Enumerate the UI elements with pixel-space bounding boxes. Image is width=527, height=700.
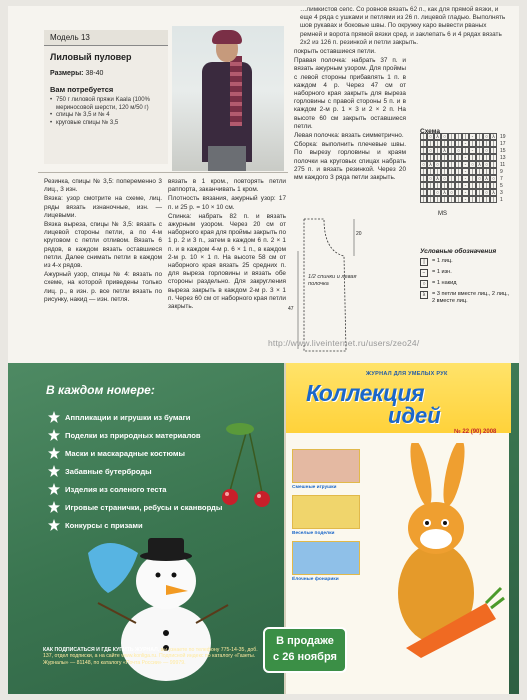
drawing-dim: 47: [288, 306, 294, 312]
chart-cell: ○: [449, 190, 454, 196]
chart-cell: ○: [491, 176, 496, 182]
model-photo: [172, 26, 284, 171]
chart-cell: -: [462, 161, 469, 168]
chart-cell: |: [434, 168, 441, 175]
chart-cell: |: [420, 182, 427, 189]
chart-cell: |: [441, 140, 448, 147]
star-icon: [48, 501, 60, 513]
paragraph: Резинка, спицы № 3,5: попеременно 3 лиц., 3 изн.: [44, 178, 162, 194]
magazine-issue: № 22 (90) 2008: [454, 429, 497, 435]
star-icon: [48, 411, 60, 423]
materials-list: [50, 97, 162, 127]
chart-cell: |: [469, 175, 476, 182]
chart-cell: |: [427, 140, 434, 147]
chart-cell: |: [476, 133, 483, 140]
chart-cell: λ: [490, 133, 497, 140]
chart-cell: |: [420, 196, 427, 203]
chart-cell: |: [420, 175, 427, 182]
chart-cell: |: [455, 154, 462, 161]
chart-cell: |: [462, 147, 469, 154]
ad-feature: Забавные бутерброды: [48, 462, 248, 480]
advertisement: [8, 363, 519, 694]
sizes-value: 38-40: [85, 70, 104, 77]
chart-cell: |: [448, 168, 455, 175]
row-number: 17: [500, 141, 506, 147]
chart-cell: |: [434, 196, 441, 203]
chart-cell: -: [462, 140, 469, 147]
model-info-box: [44, 46, 168, 164]
chart-cell: |: [434, 154, 441, 161]
chart-cell: |: [434, 140, 441, 147]
row-number: 7: [500, 176, 503, 182]
text-column-2: [168, 178, 286, 312]
ad-feature: Изделия из соленого теста: [48, 480, 248, 498]
materials-item: • спицы № 3,5 и № 4: [50, 112, 162, 120]
star-icon: [48, 483, 60, 495]
chart-cell: |: [476, 140, 483, 147]
row-number: 9: [500, 169, 503, 175]
chart-cell: ○: [484, 148, 489, 154]
chart-cell: ○: [456, 148, 461, 154]
watermark[interactable]: http://www.liveinternet.ru/users/zeo24/: [268, 338, 420, 348]
row-number: 3: [500, 190, 503, 196]
star-icon: [48, 465, 60, 477]
chart-cell: |: [448, 196, 455, 203]
paragraph: Вязка: узор смотрите на схеме, лиц. ряды вязать изнаночные, изн. — лицевыми.: [44, 195, 162, 219]
row-number: 1: [500, 197, 503, 203]
legend-symbol: −: [420, 269, 428, 277]
rabbit-illustration: [366, 443, 506, 673]
chart-cell: |: [476, 196, 483, 203]
row-number: 19: [500, 134, 506, 140]
thumb-label: Ёлочные фонарики: [292, 577, 339, 582]
chart-cell: λ: [427, 161, 434, 168]
chart-cell: λ: [434, 175, 441, 182]
chart-cell: ○: [428, 148, 433, 154]
chart-cell: ○: [421, 162, 426, 168]
legend: [420, 258, 510, 308]
materials-item: • круговые спицы № 3,5: [50, 120, 162, 128]
paragraph: Сборка: выполнить плечевые швы. По вырезу горловины и краям полочки на круговых спицах набрать 275 п. и вязать резинкой. Через 20 мм каждого 3 ряда петли закрыть.: [294, 141, 406, 182]
chart-cell: |: [469, 196, 476, 203]
chart-cell: |: [455, 196, 462, 203]
star-icon: [48, 429, 60, 441]
legend-title: Условные обозначения: [420, 248, 497, 255]
scheme-title: Схема: [420, 128, 441, 135]
chart-cell: |: [427, 196, 434, 203]
legend-text: = 1 изн.: [432, 269, 452, 275]
chart-cell: |: [455, 175, 462, 182]
model-number: Модель 13: [44, 30, 168, 46]
ad-heading: В каждом номере:: [46, 383, 155, 397]
magazine-title-2: идей: [388, 403, 441, 428]
legend-text: = 1 накид: [432, 280, 457, 286]
star-icon: [48, 447, 60, 459]
thumb-label: Смешные игрушки: [292, 485, 337, 490]
paragraph: вязать в 1 кром., повторять петли раппорта, заканчивать 1 кром.: [168, 178, 286, 194]
chart-cell: ○: [442, 176, 447, 182]
chart-cell: |: [420, 189, 427, 196]
materials-item: • 750 г лиловой пряжи Kaala (100% мериносовой шерсти, 120 м/50 г): [50, 97, 162, 112]
pattern-section: [8, 6, 519, 361]
chart-cell: |: [476, 147, 483, 154]
chart-cell: |: [469, 182, 476, 189]
chart-cell: |: [420, 133, 427, 140]
on-sale-badge: [263, 627, 347, 673]
chart-cell: |: [490, 168, 497, 175]
chart-cell: -: [469, 133, 476, 140]
legend-symbol: |: [420, 258, 428, 266]
sale-line-2: с 26 ноября: [273, 651, 337, 663]
sizes-label: Размеры:: [50, 70, 84, 77]
chart-cell: |: [434, 147, 441, 154]
chart-cell: λ: [441, 147, 448, 154]
chart-cell: |: [462, 133, 469, 140]
chart-cell: |: [476, 154, 483, 161]
chart-cell: |: [483, 154, 490, 161]
ad-feature: Поделки из природных материалов: [48, 426, 248, 444]
chart-cell: |: [483, 196, 490, 203]
chart-cell: ○: [484, 162, 489, 168]
chart-cell: -: [462, 175, 469, 182]
paragraph: Правая полочка: набрать 37 п. и вязать ажурным узором. Для проймы с левой стороны прибавлять 1 п. в каждом 4 р. Через 47 см от наборного края закрыть для выреза горловины с правой стороны 5 п. и в каждом 2-м р. 1 × 3 и 2 × 2 п. На высоте 60 см закрыть оставшиеся петли.: [294, 57, 406, 130]
chart-cell: |: [448, 154, 455, 161]
chart-cell: ○: [477, 176, 482, 182]
chart-cell: -: [462, 154, 469, 161]
model-title: Лиловый пуловер: [50, 52, 132, 62]
chart-cell: ○: [435, 190, 440, 196]
chart-cell: λ: [441, 189, 448, 196]
chart-cell: ○: [428, 134, 433, 140]
chart-cell: |: [490, 182, 497, 189]
sale-line-1: В продаже: [276, 635, 334, 647]
chart-cell: λ: [434, 133, 441, 140]
chart-cell: -: [469, 147, 476, 154]
star-icon: [48, 519, 60, 531]
chart-cell: |: [483, 168, 490, 175]
chart-cell: |: [490, 196, 497, 203]
chart-cell: |: [469, 140, 476, 147]
paragraph: Левая полочка: вязать симметрично.: [294, 132, 404, 140]
chart-cell: |: [420, 154, 427, 161]
paragraph: Вязка выреза, спицы № 3,5: вязать с лицевой стороны петли, а по 4-м круговом с петли отливом. Вязать 6 рядов, в каждом вязать оставшиеся петли. Далее снимать петли в каждом из 4-х рядов.: [44, 221, 162, 270]
chart-cell: |: [455, 189, 462, 196]
legend-text: = 1 лиц.: [432, 258, 453, 264]
magazine-title: Коллекция: [306, 380, 425, 406]
chart-cell: |: [455, 182, 462, 189]
chart-cell: |: [469, 189, 476, 196]
chart-cell: -: [462, 189, 469, 196]
legend-symbol: ○: [420, 280, 428, 288]
chart-cell: |: [427, 189, 434, 196]
ad-feature: Аппликации и игрушки из бумаги: [48, 408, 248, 426]
chart-cell: |: [448, 147, 455, 154]
chart-cell: |: [469, 154, 476, 161]
paragraph: Ажурный узор, спицы № 4: вязать по схеме, на которой приведены только лиц. р., в изн. р. все петли вязать по рисунку, накид — изн. петля.: [44, 271, 162, 303]
paragraph: Плотность вязания, ажурный узор: 17 п. и 25 р. = 10 × 10 см.: [168, 195, 286, 211]
chart-cell: |: [420, 147, 427, 154]
chart-cell: ○: [442, 134, 447, 140]
chart-cell: |: [455, 140, 462, 147]
chart-cell: |: [455, 168, 462, 175]
chart-cell: |: [427, 182, 434, 189]
legend-symbol: λ: [420, 291, 428, 299]
chart-cell: |: [483, 182, 490, 189]
drawing-label: 1/2 спинки и левая полочка: [308, 274, 357, 287]
chart-cell: |: [483, 140, 490, 147]
subscription-info: [43, 647, 263, 666]
chart-cell: |: [476, 182, 483, 189]
text-fragment-top: …лимкистов сепс. Со ровнов вязать 62 п., как для прямой вязки, и еще 4 ряда с ушками и петлями из 26 п. лицевой гладью. Выполнять шов рукавах и боковые швы. По окружку каро вывести рваных ремней и ворота прямой вязки сред. и заклепать 6 и 4 рядах вязать 2х2 из 126 п. резинкой и петли закрыть.: [300, 6, 506, 46]
thumb: [292, 449, 360, 483]
legend-item: [420, 269, 510, 277]
chart-cell: |: [448, 175, 455, 182]
divider: [38, 172, 288, 173]
legend-item: [420, 258, 510, 266]
chart-cell: λ: [490, 189, 497, 196]
chart-cell: ○: [484, 190, 489, 196]
row-number: 13: [500, 155, 506, 161]
legend-item: [420, 291, 510, 305]
thumb: [292, 541, 360, 575]
repeat-label: МS: [438, 211, 447, 217]
chart-cell: |: [455, 161, 462, 168]
ad-feature: Маски и маскарадные костюмы: [48, 444, 248, 462]
chart-cell: |: [441, 168, 448, 175]
chart-cell: |: [469, 168, 476, 175]
magazine-subtitle: ЖУРНАЛ ДЛЯ УМЕЛЫХ РУК: [366, 371, 448, 377]
page: [8, 6, 519, 694]
materials-title: Вам потребуется: [50, 85, 114, 94]
text-column-1: [44, 178, 162, 305]
chart-cell: |: [476, 189, 483, 196]
ad-feature: Игровые странички, ребусы и сканворды: [48, 498, 248, 516]
text-column-3: [294, 48, 406, 183]
ad-feature: Конкурсы с призами: [48, 516, 248, 534]
row-number: 11: [500, 162, 506, 168]
chart-cell: |: [441, 182, 448, 189]
chart-cell: |: [455, 133, 462, 140]
thumb: [292, 495, 360, 529]
chart-cell: -: [462, 182, 469, 189]
chart-cell: |: [420, 168, 427, 175]
chart-cell: -: [462, 196, 469, 203]
chart-cell: |: [490, 140, 497, 147]
chart-cell: ○: [470, 162, 475, 168]
chart-cell: ○: [428, 176, 433, 182]
chart-cell: |: [441, 154, 448, 161]
legend-text: = 3 петли вместе лиц., 2 лиц., 2 вместе лиц.: [432, 291, 510, 304]
chart-cell: |: [427, 168, 434, 175]
drawing-dim: 20: [356, 231, 362, 237]
chart-cell: |: [476, 168, 483, 175]
legend-item: [420, 280, 510, 288]
chart-cell: λ: [483, 175, 490, 182]
chart-cell: ○: [484, 134, 489, 140]
chart-cell: |: [427, 154, 434, 161]
chart-cell: |: [420, 140, 427, 147]
paragraph: Спинка: набрать 82 п. и вязать ажурным узором. Через 20 см от наборного края для проймы закрыть по 1 р. 2 и 3 п., затем в каждом 6 п. 2 × 1 п. и в каждом 4-м р. 6 × 1 п., в каждом 2-м р. 10 × 1 п. На высоте 58 см от наборного края вязать 25 средних п. для выреза горловины и вязать обе стороны раздельно. Для закругления выреза закрыть в каждом 2-м р. 3 × 1 п. Через 60 см от наборного края петли закрыть.: [168, 212, 286, 311]
row-number: 5: [500, 183, 503, 189]
chart-cell: |: [441, 161, 448, 168]
chart-cell: |: [448, 133, 455, 140]
subscription-text: вы узнаете по телефону 775-14-35, доб. 137, отдел подписки, а на сайте www.konliga.ru. Подписной индекс по каталогу «Газеты. Журналы» — 81148, по каталогу «Почта России» — 99979.: [43, 647, 258, 666]
chart-cell: -: [462, 168, 469, 175]
chart-cell: λ: [476, 161, 483, 168]
subscription-title: КАК ПОДПИСАТЬСЯ И ГДЕ КУПИТЬ ЖУРНАЛ,: [43, 647, 160, 653]
chart-cell: |: [448, 140, 455, 147]
paragraph: покрыть оставшиеся петли.: [294, 48, 376, 55]
thumb-label: Веселые поделки: [292, 531, 335, 536]
sizes: [50, 70, 162, 77]
chart-cell: ○: [435, 162, 440, 168]
chart-cell: |: [448, 182, 455, 189]
chart-cell: |: [434, 182, 441, 189]
chart-cell: |: [441, 196, 448, 203]
chart-cell: |: [490, 161, 497, 168]
row-number: 15: [500, 148, 506, 154]
chart-cell: |: [490, 154, 497, 161]
chart-cell: |: [448, 161, 455, 168]
chart-cell: |: [490, 147, 497, 154]
